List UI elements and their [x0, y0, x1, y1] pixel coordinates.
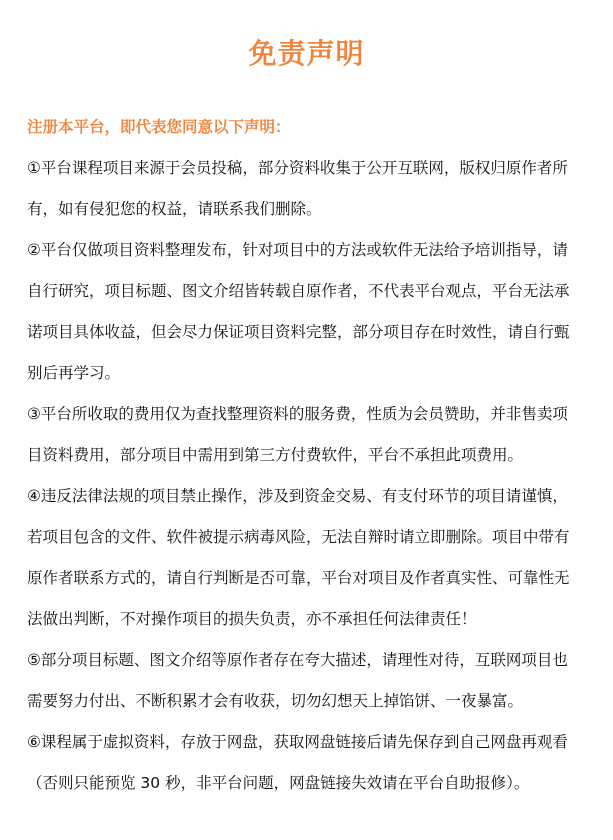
disclaimer-paragraph	[27, 483, 570, 647]
paragraph-line: 若项目包含的文件、软件被提示病毒风险，无法自辩时请立即删除。项目中带有	[27, 528, 570, 546]
disclaimer-paragraph	[27, 237, 570, 401]
paragraph-line: 需要努力付出、不断积累才会有收获，切勿幻想天上掉馅饼、一夜暴富。	[27, 692, 524, 710]
paragraph-line: 自行研究，项目标题、图文介绍皆转载自原作者，不代表平台观点，平台无法承	[27, 282, 570, 300]
paragraph-line: 法做出判断，不对操作项目的损失负责，亦不承担任何法律责任！	[27, 610, 477, 628]
paragraph-line: 目资料费用，部分项目中需用到第三方付费软件，平台不承担此项费用。	[27, 446, 524, 464]
paragraph-line: ③平台所收取的费用仅为查找整理资料的服务费，性质为会员赞助，并非售卖项	[27, 405, 568, 423]
intro-text: 注册本平台，即代表您同意以下声明：	[27, 118, 291, 136]
paragraph-line: 别后再学习。	[27, 364, 121, 382]
disclaimer-paragraph	[27, 729, 568, 811]
page-title: 免责声明	[248, 37, 365, 70]
paragraph-line: ⑤部分项目标题、图文介绍等原作者存在夸大描述，请理性对待，互联网项目也	[27, 651, 568, 669]
paragraph-line: ①平台课程项目来源于会员投稿，部分资料收集于公开互联网，版权归原作者所	[27, 159, 568, 177]
paragraph-line: （否则只能预览 30 秒，非平台问题，网盘链接失效请在平台自助报修）。	[27, 774, 530, 792]
paragraph-line: 诺项目具体收益，但会尽力保证项目资料完整，部分项目存在时效性，请自行甄	[27, 323, 570, 341]
paragraph-line: 有，如有侵犯您的权益，请联系我们删除。	[27, 200, 322, 218]
paragraph-line: ②平台仅做项目资料整理发布，针对项目中的方法或软件无法给予培训指导，请	[27, 241, 568, 259]
paragraph-line: ⑥课程属于虚拟资料，存放于网盘，获取网盘链接后请先保存到自己网盘再观看	[27, 733, 568, 751]
disclaimer-paragraph	[27, 647, 568, 729]
disclaimer-paragraph	[27, 155, 568, 237]
paragraph-line: ④违反法律法规的项目禁止操作，涉及到资金交易、有支付环节的项目请谨慎，	[27, 487, 568, 505]
paragraph-line: 原作者联系方式的，请自行判断是否可靠，平台对项目及作者真实性、可靠性无	[27, 569, 570, 587]
disclaimer-content	[27, 114, 570, 811]
disclaimer-paragraph	[27, 401, 568, 483]
